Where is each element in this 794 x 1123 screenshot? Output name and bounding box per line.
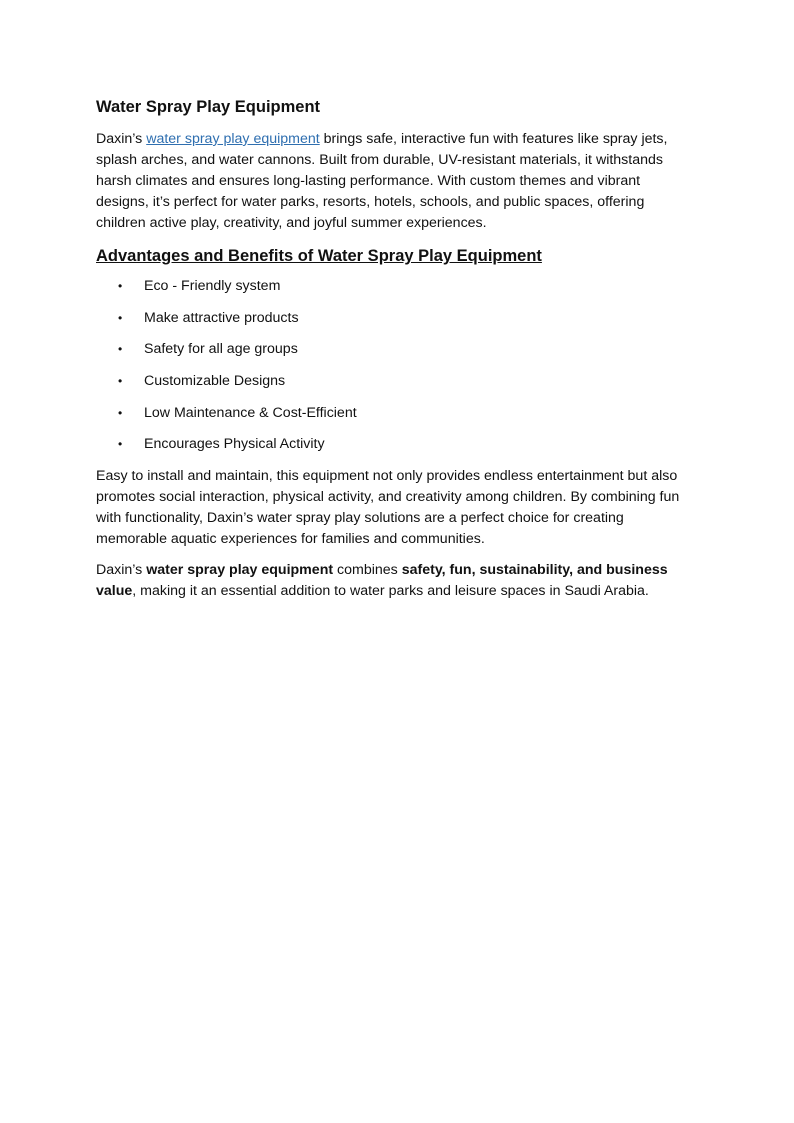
closing-part3: , making it an essential addition to water parks and leisure spaces in Saudi Arabia.	[132, 583, 649, 600]
bullet-icon: •	[118, 405, 123, 420]
closing-part1: Daxin’s	[96, 562, 147, 579]
body-paragraph: Easy to install and maintain, this equipment not only provides endless entertainment but also promotes social interaction, physical activity, and creativity among children. By combining fun with functionality, Daxin’s water spray play solutions are a perfect choice for creating memorable aquatic experiences for families and communities.	[96, 468, 680, 548]
intro-suffix: brings safe, interactive fun with features like spray jets, splash arches, and water cannons. Built from durable, UV-resistant materials, it withstands harsh climates and ensures long-lasting performance. With custom themes and vibrant designs, it’s perfect for water parks, resorts, hotels, schools, and public spaces, offering children active play, creativity, and joyful summer experiences.	[96, 131, 668, 231]
closing-paragraph	[96, 560, 696, 602]
document-page	[96, 96, 696, 612]
list-item	[96, 434, 696, 455]
intro-paragraph	[96, 129, 696, 234]
list-item	[96, 403, 696, 424]
bullet-icon: •	[118, 342, 123, 357]
advantages-heading: Advantages and Benefits of Water Spray Play Equipment	[96, 247, 542, 265]
list-item-text: Eco - Friendly system	[144, 278, 281, 294]
page-title: Water Spray Play Equipment	[96, 98, 321, 116]
list-item-text: Make attractive products	[144, 309, 299, 326]
product-link[interactable]: water spray play equipment	[146, 131, 320, 147]
closing-part2: combines	[333, 562, 402, 579]
bullet-icon: •	[118, 279, 123, 293]
advantages-list	[96, 276, 696, 455]
list-item-text: Safety for all age groups	[144, 341, 298, 358]
list-item	[96, 308, 696, 329]
bullet-icon: •	[118, 310, 123, 325]
bullet-icon: •	[118, 374, 123, 389]
list-item	[96, 371, 696, 392]
closing-bold2: safety, fun, sustainability, and business value	[96, 562, 668, 600]
intro-prefix: Daxin’s	[96, 131, 147, 147]
list-item-text: Encourages Physical Activity	[144, 436, 325, 453]
list-item	[96, 339, 696, 360]
closing-bold1: water spray play equipment	[146, 562, 334, 579]
list-item-text: Customizable Designs	[144, 373, 286, 390]
bullet-icon: •	[118, 437, 123, 452]
list-item-text: Low Maintenance & Cost-Efficient	[144, 404, 357, 421]
list-item	[96, 276, 696, 297]
